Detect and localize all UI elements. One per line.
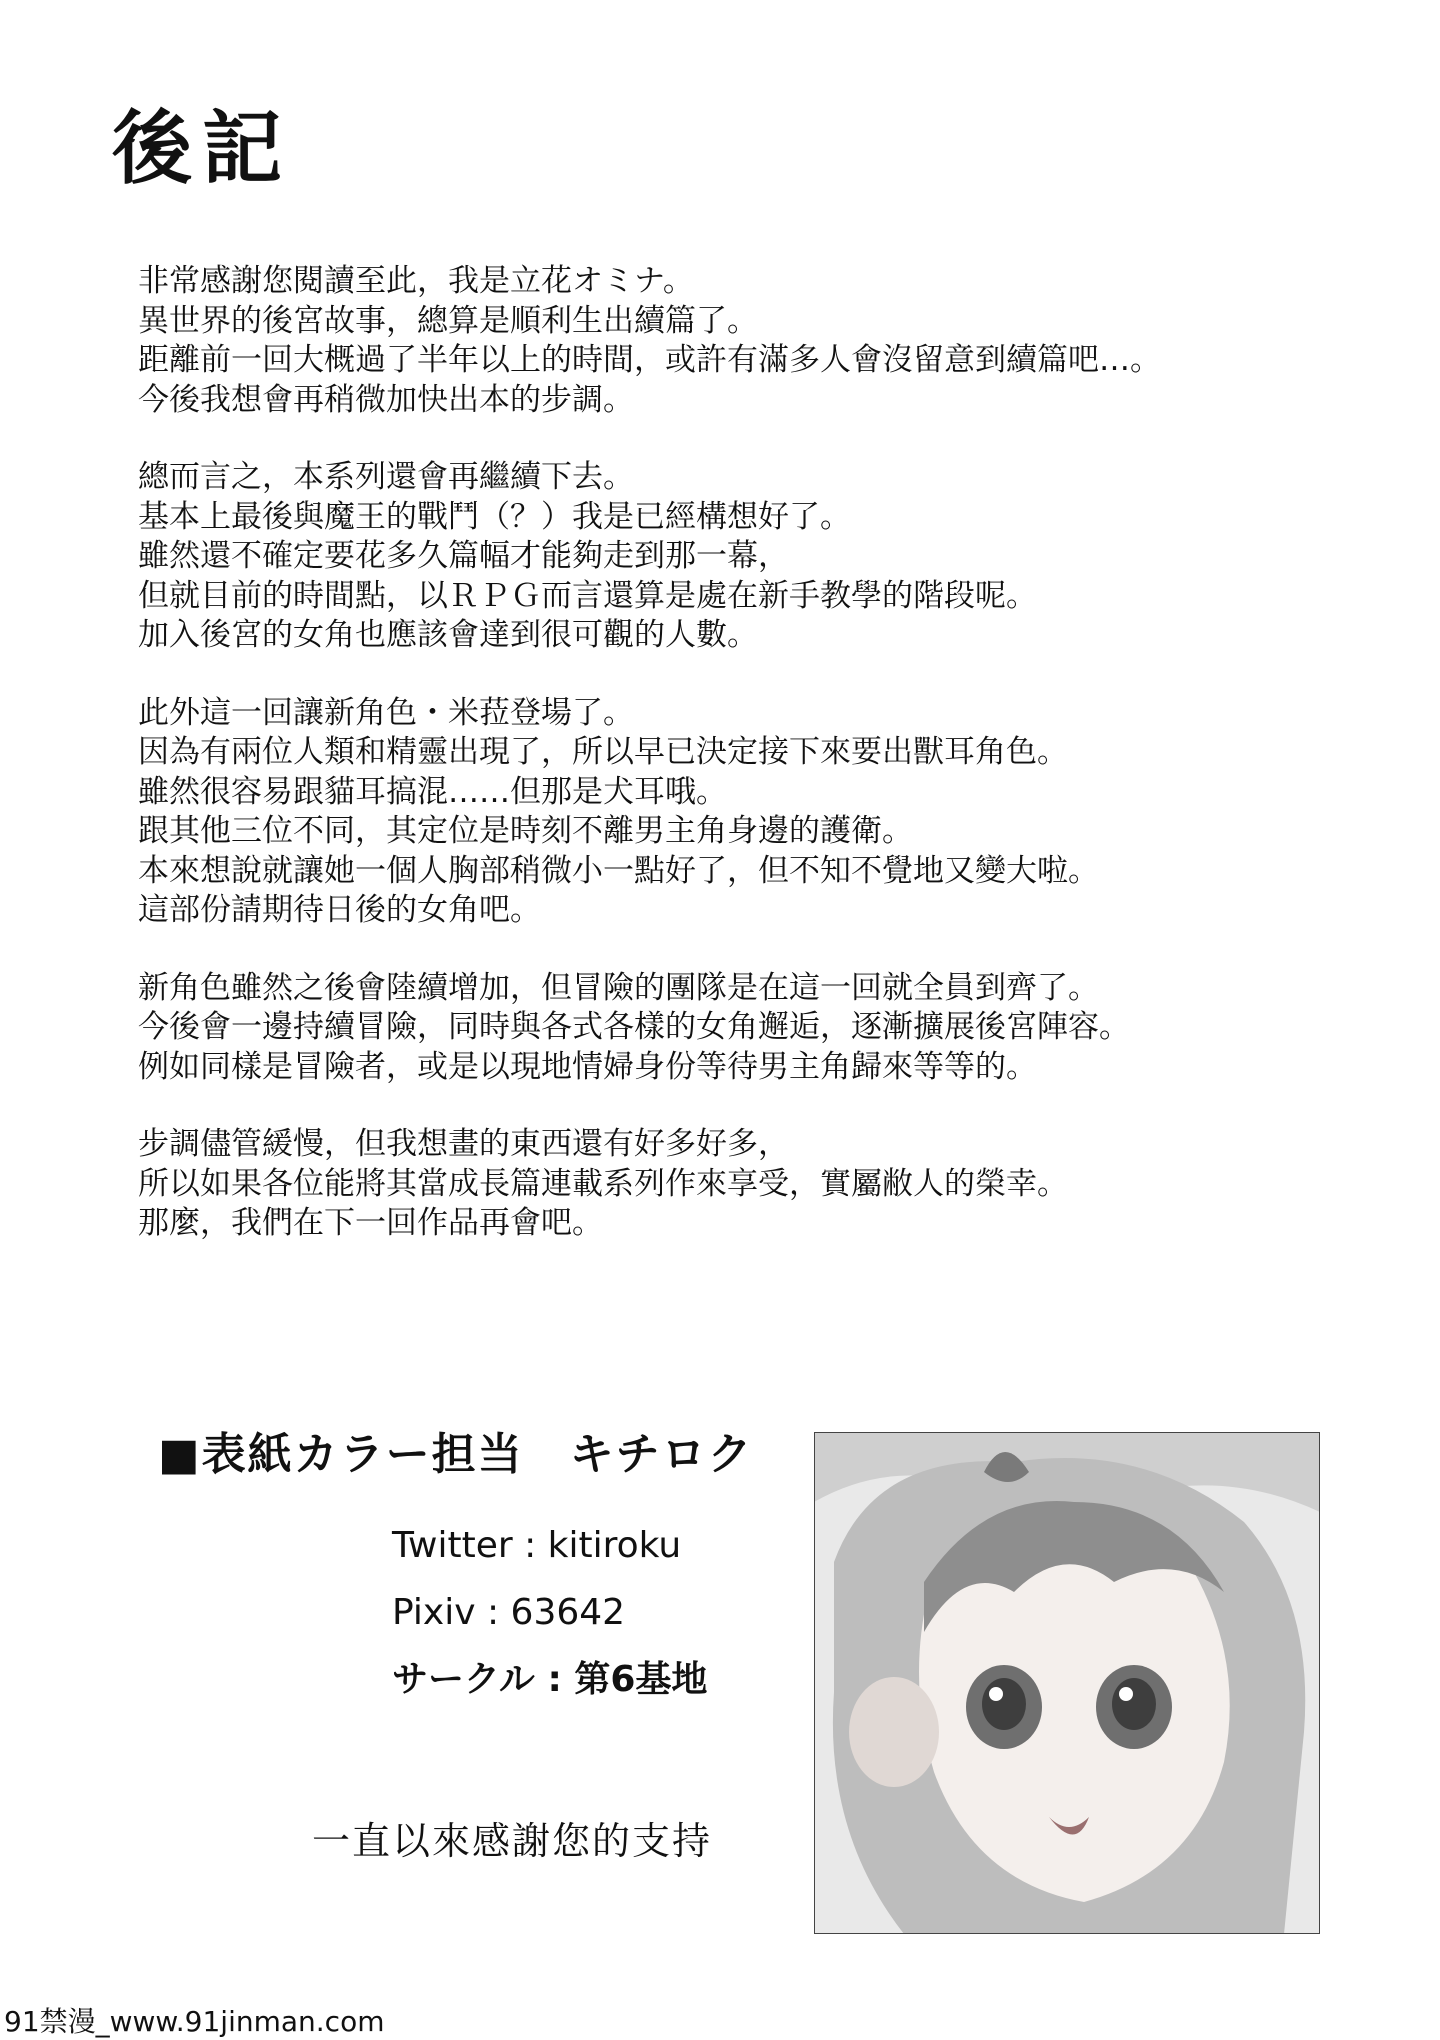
- text-line: 那麼，我們在下一回作品再會吧。: [138, 1205, 603, 1241]
- afterword-body: [138, 262, 1338, 1282]
- artist-credits: [392, 1525, 708, 1729]
- text-line: 所以如果各位能將其當成長篇連載系列作來享受，實屬敝人的榮幸。: [138, 1165, 1068, 1202]
- twitter-credit: Twitter : kitiroku: [392, 1525, 682, 1566]
- text-line: 雖然還不確定要花多久篇幅才能夠走到那一幕，: [138, 538, 789, 574]
- text-line: 這部份請期待日後的女角吧。: [138, 892, 541, 928]
- text-line: 此外這一回讓新角色・米菈登場了。: [138, 694, 634, 731]
- text-line: 加入後宮的女角也應該會達到很可觀的人數。: [138, 617, 758, 653]
- text-line: 步調儘管緩慢，但我想畫的東西還有好多好多，: [138, 1126, 789, 1162]
- text-line: 因為有兩位人類和精靈出現了，所以早已決定接下來要出獸耳角色。: [138, 734, 1068, 770]
- text-line: 今後會一邊持續冒險，同時與各式各樣的女角邂逅，逐漸擴展後宮陣容。: [138, 1009, 1130, 1045]
- paragraph-1: [138, 262, 1338, 420]
- text-line: 距離前一回大概過了半年以上的時間，或許有滿多人會沒留意到續篇吧…。: [138, 342, 1161, 378]
- paragraph-2: [138, 458, 1338, 656]
- text-line: 例如同樣是冒險者，或是以現地情婦身份等待男主角歸來等等的。: [138, 1048, 1037, 1085]
- pixiv-credit: Pixiv : 63642: [392, 1592, 626, 1633]
- text-line: 基本上最後與魔王的戰鬥（？）我是已經構想好了。: [138, 498, 851, 535]
- text-line: 異世界的後宮故事，總算是順利生出續篇了。: [138, 302, 758, 339]
- text-line: 雖然很容易跟貓耳搞混……但那是犬耳哦。: [138, 773, 727, 810]
- site-watermark: 91禁漫_www.91jinman.com: [4, 2005, 385, 2038]
- thanks-message: 一直以來感謝您的支持: [312, 1819, 713, 1863]
- paragraph-4: [138, 969, 1338, 1088]
- paragraph-3: [138, 694, 1338, 931]
- text-line: 今後我想會再稍微加快出本的步調。: [138, 381, 634, 418]
- circle-credit: サークル : 第6基地: [392, 1659, 708, 1700]
- character-portrait-icon: [814, 1432, 1320, 1934]
- page-title: 後記: [112, 101, 292, 195]
- text-line: 但就目前的時間點，以ＲＰＧ而言還算是處在新手教學的階段呢。: [138, 577, 1037, 614]
- character-portrait-illustration: [814, 1432, 1320, 1934]
- text-line: 跟其他三位不同，其定位是時刻不離男主角身邊的護衛。: [138, 813, 913, 849]
- text-line: 非常感謝您閱讀至此，我是立花オミナ。: [138, 263, 694, 299]
- text-line: 總而言之，本系列還會再繼續下去。: [138, 459, 634, 495]
- text-line: 新角色雖然之後會陸續增加，但冒險的團隊是在這一回就全員到齊了。: [138, 969, 1099, 1006]
- text-line: 本來想說就讓她一個人胸部稍微小一點好了，但不知不覺地又變大啦。: [138, 852, 1099, 889]
- paragraph-5: [138, 1125, 1338, 1244]
- cover-color-credit-heading: ■表紙カラー担当 キチロク: [158, 1429, 754, 1480]
